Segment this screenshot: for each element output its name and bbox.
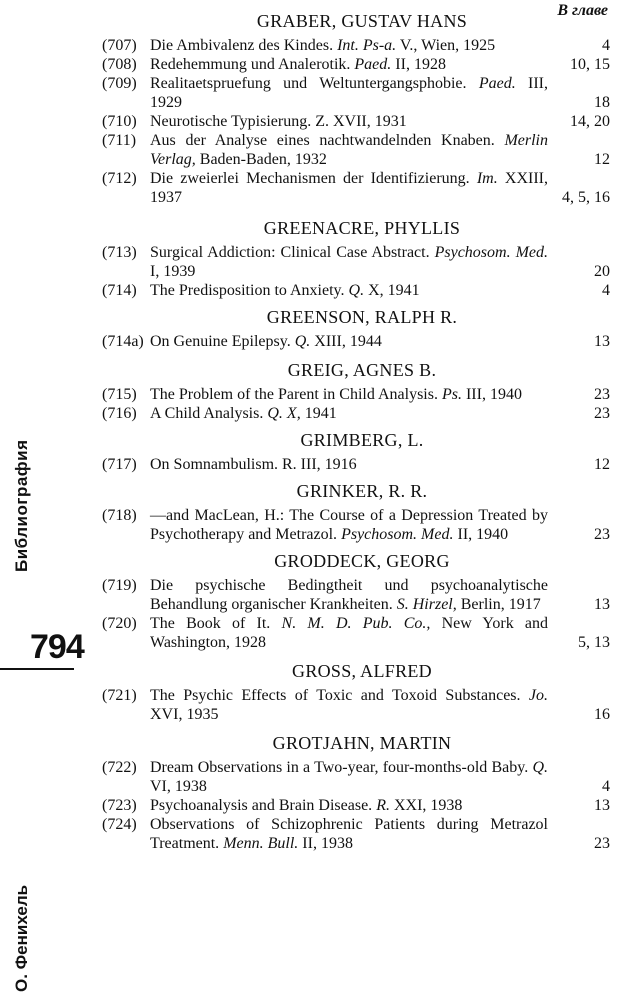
entry-number: (710) xyxy=(102,113,137,130)
entry-text-part: II, 1928 xyxy=(391,56,446,73)
entry-text-part: Realitaetspruefung und Weltuntergangsphobie. xyxy=(150,75,479,92)
entry-text-part: On Somnambulism. R. III, 1916 xyxy=(150,456,357,473)
entry-number: (708) xyxy=(102,56,137,73)
entry-source-italic: Paed. xyxy=(478,75,516,92)
entry-text-part: XVI, 1935 xyxy=(150,706,219,723)
bibliography-entry xyxy=(102,332,610,351)
side-label-author: О. Фенихель xyxy=(12,884,31,992)
entry-text-part: X, 1941 xyxy=(364,282,420,299)
entry-source-italic: Psychosom. Med. xyxy=(434,244,548,261)
entry-number: (714) xyxy=(102,282,137,299)
entry-source-italic: Im. xyxy=(476,170,498,187)
entry-source-italic: Ps. xyxy=(441,386,462,403)
page-number-rule xyxy=(0,668,74,670)
entry-number: (717) xyxy=(102,456,137,473)
bibliography-entry xyxy=(102,281,610,300)
entry-source-italic: R. xyxy=(376,797,390,814)
entry-text-part: Dream Observations in a Two-year, four-months-old Baby. xyxy=(150,759,533,776)
entry-text xyxy=(150,55,548,74)
entry-number: (721) xyxy=(102,687,137,704)
entry-text-part: New York and Washington, 1928 xyxy=(150,615,549,651)
entry-text-part: XXI, 1938 xyxy=(389,797,463,814)
bibliography-entry xyxy=(102,686,610,724)
entry-text-part: XIII, 1944 xyxy=(310,333,382,350)
author-heading: GROSS, ALFRED xyxy=(292,661,432,681)
chapter-references: 23 xyxy=(594,835,610,852)
entry-text xyxy=(150,385,548,404)
entry-number: (713) xyxy=(102,244,137,261)
entry-text xyxy=(150,112,548,131)
entry-number: (715) xyxy=(102,386,137,403)
entry-source-italic: S. Hirzel, xyxy=(396,596,457,613)
entry-text-part: Die Ambivalenz des Kindes. xyxy=(150,37,338,54)
entry-text-part: II, 1940 xyxy=(453,526,509,543)
author-heading: GREENACRE, PHYLLIS xyxy=(263,218,461,238)
page-number: 794 xyxy=(30,628,84,666)
entry-text-part: Aus der Analyse eines nachtwandelnden Knaben. xyxy=(150,132,505,149)
entry-number: (722) xyxy=(102,759,137,776)
entry-text xyxy=(150,243,548,281)
author-heading: GRINKER, R. R. xyxy=(296,481,428,501)
chapter-references: 14, 20 xyxy=(570,113,610,130)
author-heading: GRODDECK, GEORG xyxy=(274,551,450,571)
entry-text xyxy=(150,506,548,544)
chapter-references: 23 xyxy=(594,386,610,403)
bibliography-entry xyxy=(102,796,610,815)
bibliography-entry xyxy=(102,576,610,614)
entry-source-italic: Q. X, xyxy=(267,405,301,422)
entry-text-part: The Problem of the Parent in Child Analysis. xyxy=(150,386,442,403)
entry-text xyxy=(150,815,548,853)
entry-text-part: Neurotische Typisierung. Z. XVII, 1931 xyxy=(150,113,407,130)
entry-number: (714a) xyxy=(102,333,144,350)
entry-text-part: On Genuine Epilepsy. xyxy=(150,333,295,350)
entry-source-italic: N. M. D. Pub. Co., xyxy=(281,615,431,632)
entry-text-part: VI, 1938 xyxy=(150,778,207,795)
bibliography-entry xyxy=(102,243,610,281)
column-header: В главе xyxy=(557,2,608,19)
chapter-references: 18 xyxy=(594,94,610,111)
entry-text xyxy=(150,74,548,112)
entry-text-part: Redehemmung und Analerotik. xyxy=(150,56,355,73)
entry-source-italic: Menn. Bull. xyxy=(223,835,299,852)
entry-text-part: The Psychic Effects of Toxic and Toxoid Substances. xyxy=(150,687,529,704)
author-heading: GRABER, GUSTAV HANS xyxy=(256,11,468,31)
entry-source-italic: Q. xyxy=(348,282,365,299)
entry-text xyxy=(150,169,548,207)
author-heading: GRIMBERG, L. xyxy=(300,430,424,450)
chapter-references: 4, 5, 16 xyxy=(562,189,610,206)
entry-text-part: A Child Analysis. xyxy=(150,405,268,422)
entry-text xyxy=(150,576,548,614)
chapter-references: 4 xyxy=(602,778,610,795)
entry-source-italic: Psychosom. Med. xyxy=(341,526,454,543)
entry-text-part: Baden-Baden, 1932 xyxy=(195,151,327,168)
bibliography-entry xyxy=(102,614,610,652)
chapter-references: 13 xyxy=(594,596,610,613)
entry-text-part: —and MacLean, H.: The Course of a Depression Treated by Psychotherapy and Metrazol. xyxy=(150,507,548,543)
chapter-references: 5, 13 xyxy=(578,634,610,651)
entry-source-italic: Merlin Verlag, xyxy=(150,132,548,168)
bibliography-entry xyxy=(102,815,610,853)
chapter-references: 12 xyxy=(594,151,610,168)
entry-number: (724) xyxy=(102,816,137,833)
entry-number: (712) xyxy=(102,170,137,187)
entry-text xyxy=(150,758,548,796)
bibliography-entry xyxy=(102,36,610,55)
entry-text xyxy=(150,455,548,474)
entry-number: (719) xyxy=(102,577,137,594)
chapter-references: 20 xyxy=(594,263,610,280)
chapter-references: 23 xyxy=(594,405,610,422)
bibliography-entry xyxy=(102,55,610,74)
entry-text-part: Die zweierlei Mechanismen der Identifizierung. xyxy=(150,170,477,187)
bibliography-entry xyxy=(102,404,610,423)
author-heading: GREIG, AGNES B. xyxy=(287,360,437,380)
entry-text-part: Observations of Schizophrenic Patients during Metrazol Treatment. xyxy=(150,816,548,852)
chapter-references: 16 xyxy=(594,706,610,723)
bibliography-entry xyxy=(102,455,610,474)
entry-number: (720) xyxy=(102,615,137,632)
entry-number: (707) xyxy=(102,37,137,54)
entry-text xyxy=(150,332,548,351)
entry-text-part: V., Wien, 1925 xyxy=(396,37,496,54)
author-heading: GREENSON, RALPH R. xyxy=(266,307,458,327)
entry-text-part: The Predisposition to Anxiety. xyxy=(150,282,349,299)
entry-text-part: I, 1939 xyxy=(150,263,196,280)
entry-text-part: Berlin, 1917 xyxy=(456,596,541,613)
author-heading: GROTJAHN, MARTIN xyxy=(272,733,452,753)
entry-source-italic: Int. Ps-a. xyxy=(337,37,397,54)
entry-text-part: III, 1929 xyxy=(150,75,548,111)
bibliography-entry xyxy=(102,131,610,169)
entry-text xyxy=(150,36,548,55)
entry-source-italic: Jo. xyxy=(528,687,548,704)
bibliography-entry xyxy=(102,112,610,131)
entry-text-part: II, 1938 xyxy=(298,835,353,852)
entry-text-part: Die psychische Bedingtheit und psychoanalytische Behandlung organischer Krankheiten. xyxy=(150,577,548,613)
entry-source-italic: Q. xyxy=(532,759,548,776)
entry-number: (716) xyxy=(102,405,137,422)
entry-number: (718) xyxy=(102,507,137,524)
chapter-references: 4 xyxy=(602,282,610,299)
entry-text xyxy=(150,796,548,815)
entry-text xyxy=(150,686,548,724)
entry-source-italic: Q. xyxy=(294,333,311,350)
entry-text xyxy=(150,281,548,300)
entry-text-part: XXIII, 1937 xyxy=(150,170,548,206)
bibliography-entry xyxy=(102,74,610,112)
entry-number: (709) xyxy=(102,75,137,92)
chapter-references: 23 xyxy=(594,526,610,543)
entry-text xyxy=(150,614,548,652)
chapter-references: 13 xyxy=(594,333,610,350)
entry-source-italic: Paed. xyxy=(354,56,392,73)
bibliography-entry xyxy=(102,758,610,796)
entry-text-part: Psychoanalysis and Brain Disease. xyxy=(150,797,377,814)
entry-text xyxy=(150,404,548,423)
entry-number: (723) xyxy=(102,797,137,814)
chapter-references: 13 xyxy=(594,797,610,814)
chapter-references: 4 xyxy=(602,37,610,54)
bibliography-entry xyxy=(102,506,610,544)
chapter-references: 10, 15 xyxy=(570,56,610,73)
side-label-bibliography: Библиография xyxy=(12,439,31,572)
chapter-references: 12 xyxy=(594,456,610,473)
entry-text xyxy=(150,131,548,169)
entry-text-part: III, 1940 xyxy=(461,386,522,403)
bibliography-entry xyxy=(102,385,610,404)
entry-number: (711) xyxy=(102,132,137,149)
entry-text-part: 1941 xyxy=(300,405,337,422)
entry-text-part: The Book of It. xyxy=(150,615,282,632)
entry-text-part: Surgical Addiction: Clinical Case Abstract. xyxy=(150,244,435,261)
bibliography-entry xyxy=(102,169,610,207)
bibliography-content xyxy=(102,4,610,853)
